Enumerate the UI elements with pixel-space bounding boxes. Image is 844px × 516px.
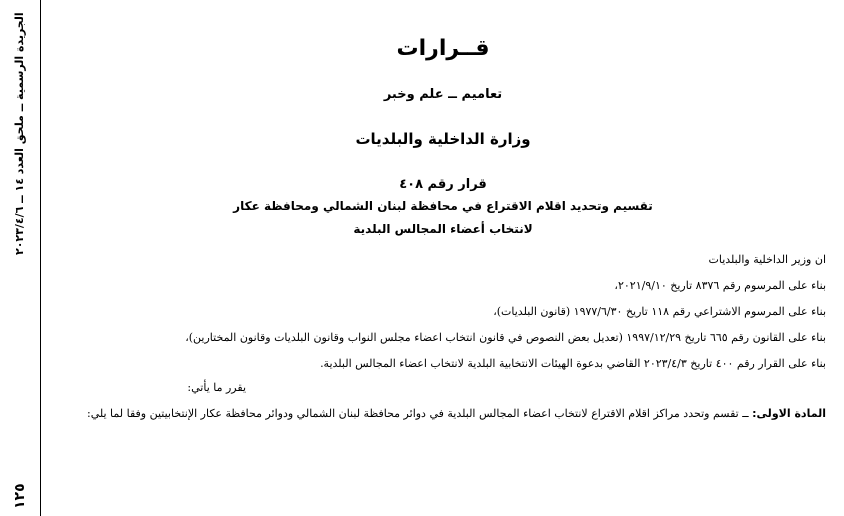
- intro-line: ان وزير الداخلية والبلديات: [708, 253, 826, 266]
- article-1: [60, 407, 826, 420]
- recital-3: بناء على القانون رقم ٦٦٥ تاريخ ١٩٩٧/١٢/٢٩ (تعديل بعض النصوص في قانون انتخاب اعضاء مجلس النواب وقانون البلديات وقانون المختارين)،: [185, 331, 826, 344]
- decision-subject-line-1: تقسيم وتحديد اقلام الاقتراع في محافظة لبنان الشمالي ومحافظة عكار: [233, 199, 653, 213]
- article-1-text: ــ تقسم وتحدد مراكز اقلام الاقتراع لانتخاب اعضاء المجالس البلدية في دوائر محافظة لبنان الشمالي ودوائر محافظة عكار الإنتخابيتين وفقا لما يلي:: [86, 407, 753, 420]
- decision-subject-line-2: لانتخاب أعضاء المجالس البلدية: [353, 222, 533, 236]
- recital-2: بناء على المرسوم الاشتراعي رقم ١١٨ تاريخ ١٩٧٧/٦/٣٠ (قانون البلديات)،: [493, 305, 826, 318]
- section-title: قــرارات: [396, 36, 490, 61]
- subsection-title: تعاميم ــ علم وخبر: [383, 87, 503, 102]
- decides-line: يقرر ما يأتي:: [187, 381, 246, 394]
- recital-1: بناء على المرسوم رقم ٨٣٧٦ تاريخ ٢٠٢١/٩/١٠،: [614, 279, 826, 292]
- ministry-heading: وزارة الداخلية والبلديات: [355, 130, 531, 148]
- decision-number: قرار رقم ٤٠٨: [399, 177, 487, 192]
- recital-4: بناء على القرار رقم ٤٠٠ تاريخ ٢٠٢٣/٤/٣ القاضي بدعوة الهيئات الانتخابية البلدية لانتخاب اعضاء المجالس البلدية.: [320, 357, 826, 370]
- document-body: [60, 0, 826, 516]
- article-1-label: المادة الاولى:: [752, 407, 826, 420]
- running-header: الجريدة الرسمية ــ ملحق العدد ١٤ ــ ٢٠٢٣/٤/٦: [13, 12, 26, 256]
- side-margin: [0, 0, 41, 516]
- page-number: ١٢٥: [12, 483, 28, 509]
